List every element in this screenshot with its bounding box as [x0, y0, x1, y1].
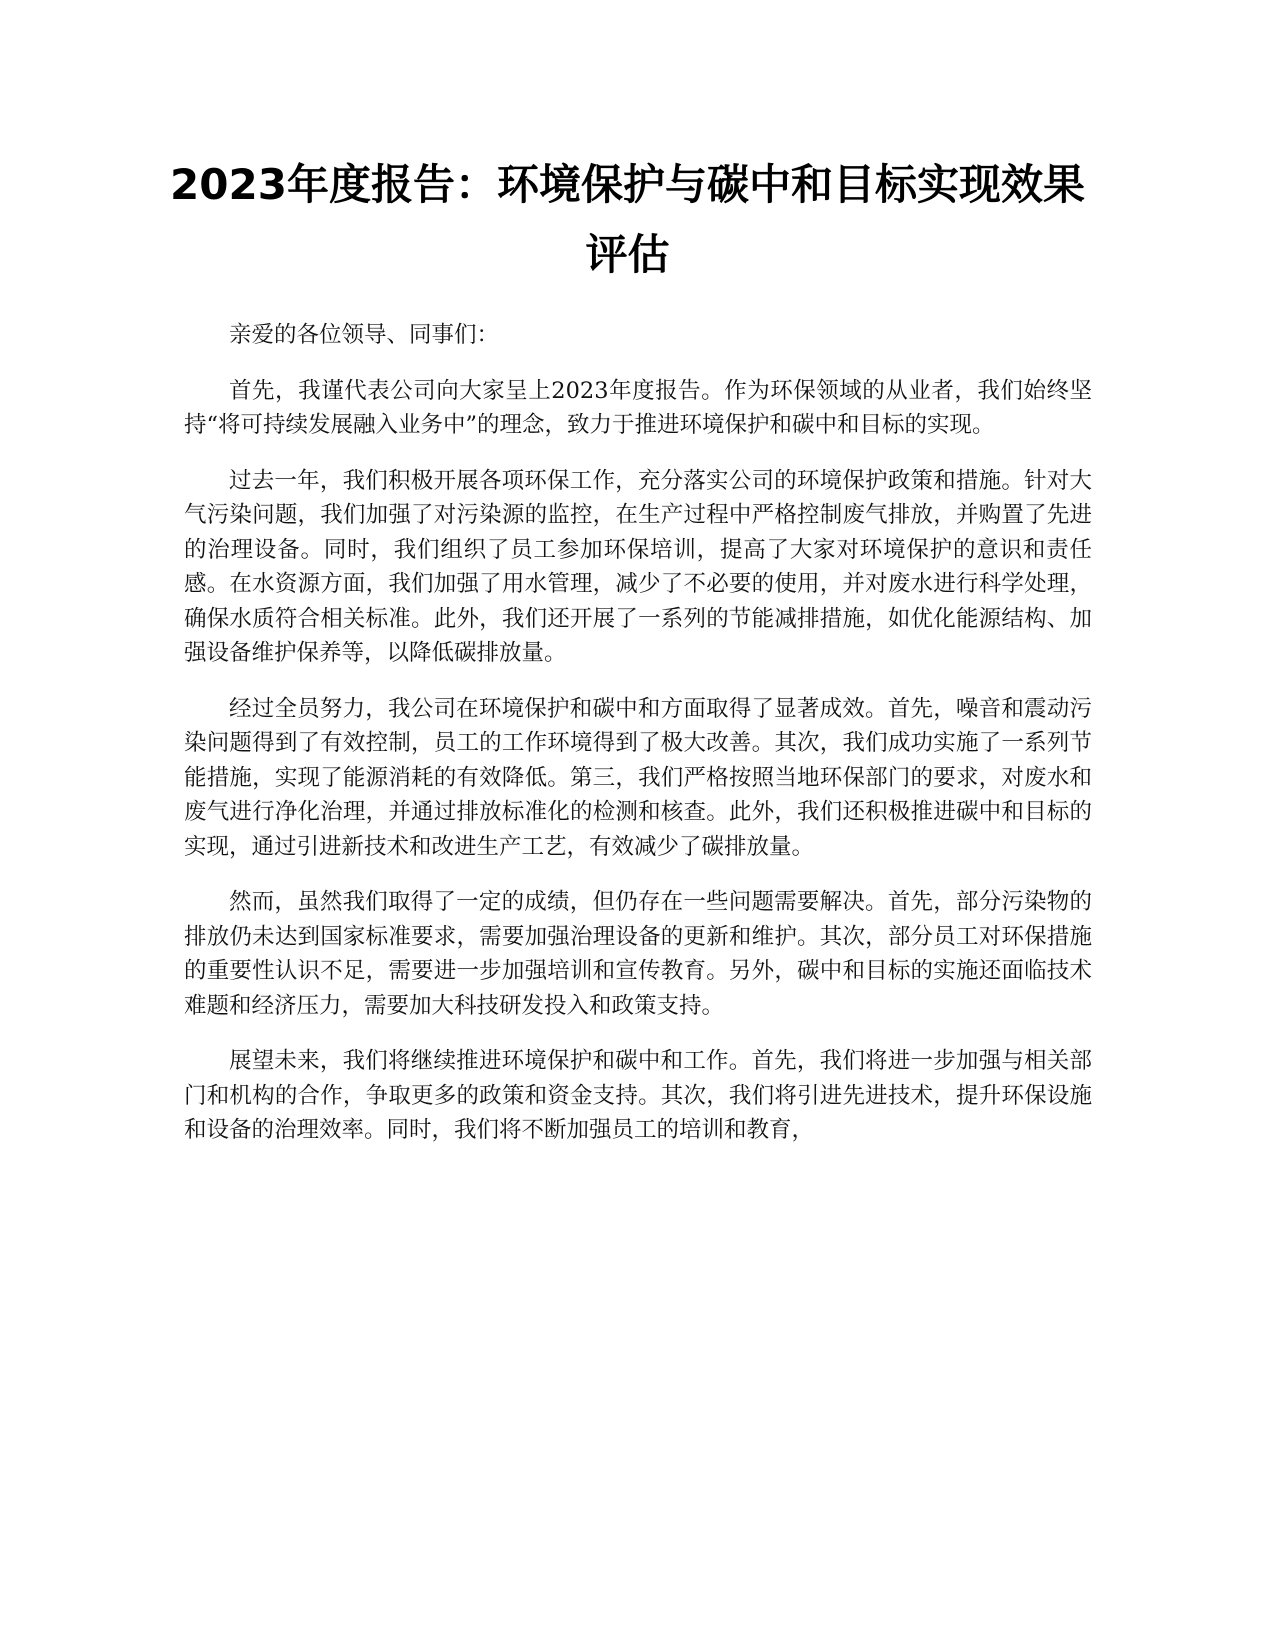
outlook-paragraph: 展望未来，我们将继续推进环境保护和碳中和工作。首先，我们将进一步加强与相关部门和机构的合作，争取更多的政策和资金支持。其次，我们将引进先进技术，提升环保设施和设备的治理效率。同时，我们将不断加强员工的培训和教育，	[184, 1048, 1092, 1143]
salutation-paragraph: 亲爱的各位领导、同事们：	[229, 322, 500, 348]
document-title: 2023年度报告：环境保护与碳中和目标实现效果评估	[170, 160, 1085, 279]
document-body	[184, 318, 1092, 1169]
problems-paragraph: 然而，虽然我们取得了一定的成绩，但仍存在一些问题需要解决。首先，部分污染物的排放仍未达到国家标准要求，需要加强治理设备的更新和维护。其次，部分员工对环保措施的重要性认识不足，需要进一步加强培训和宣传教育。另外，碳中和目标的实施还面临技术难题和经济压力，需要加大科技研发投入和政策支持。	[184, 889, 1092, 1019]
work-review-paragraph: 过去一年，我们积极开展各项环保工作，充分落实公司的环境保护政策和措施。针对大气污染问题，我们加强了对污染源的监控，在生产过程中严格控制废气排放，并购置了先进的治理设备。同时，我们组织了员工参加环保培训，提高了大家对环境保护的意识和责任感。在水资源方面，我们加强了用水管理，减少了不必要的使用，并对废水进行科学处理，确保水质符合相关标准。此外，我们还开展了一系列的节能减排措施，如优化能源结构、加强设备维护保养等，以降低碳排放量。	[184, 467, 1092, 666]
achievements-paragraph: 经过全员努力，我公司在环境保护和碳中和方面取得了显著成效。首先，噪音和震动污染问题得到了有效控制，员工的工作环境得到了极大改善。其次，我们成功实施了一系列节能措施，实现了能源消耗的有效降低。第三，我们严格按照当地环保部门的要求，对废水和废气进行净化治理，并通过排放标准化的检测和核查。此外，我们还积极推进碳中和目标的实现，通过引进新技术和改进生产工艺，有效减少了碳排放量。	[184, 695, 1092, 860]
intro-paragraph: 首先，我谨代表公司向大家呈上2023年度报告。作为环保领域的从业者，我们始终坚持“将可持续发展融入业务中”的理念，致力于推进环境保护和碳中和目标的实现。	[184, 377, 1092, 438]
